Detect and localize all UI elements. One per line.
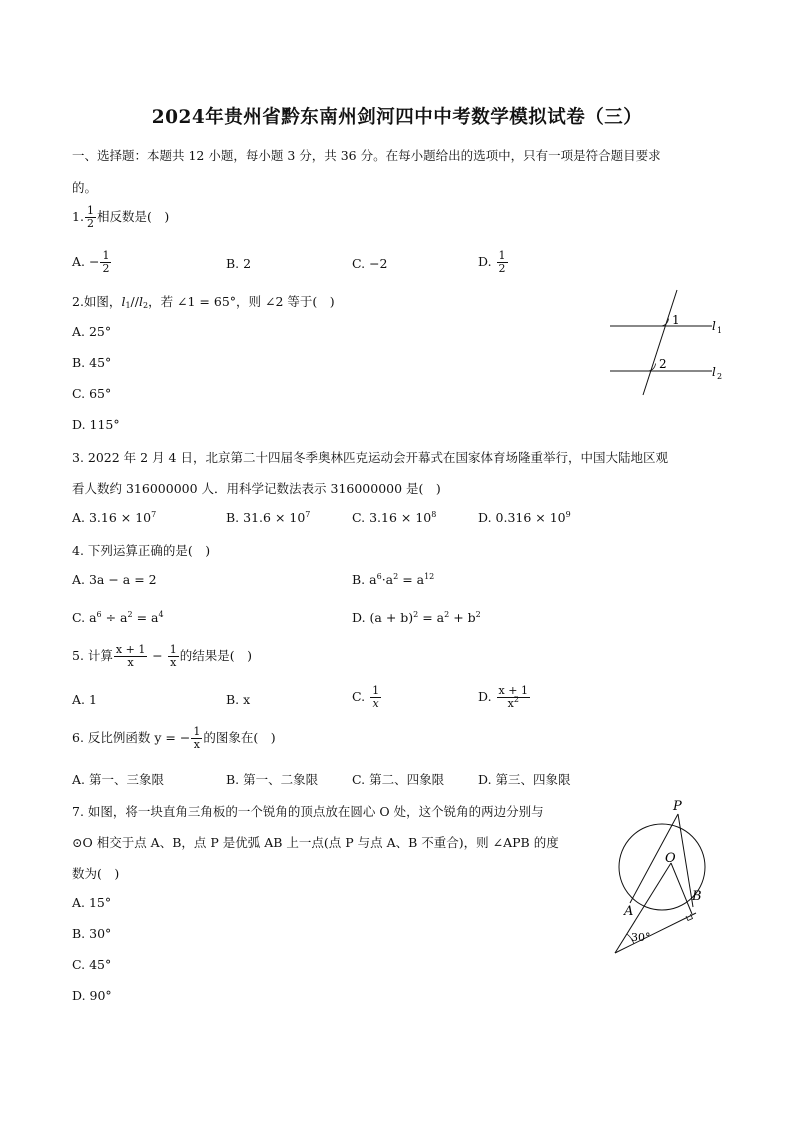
angle-1-label: 1 xyxy=(672,313,680,327)
angle-2-arc xyxy=(647,364,656,372)
question-6-option-b[interactable]: B. 第一、二象限 xyxy=(226,772,319,787)
question-1-option-b[interactable]: B. 2 xyxy=(226,256,252,271)
question-2-option-a[interactable]: A. 25° xyxy=(72,324,112,339)
question-7-option-b[interactable]: B. 30° xyxy=(72,926,112,941)
question-5-option-d[interactable]: D. $\frac{x + 1}{x^2}$ xyxy=(478,684,528,710)
l1-subscript: 1 xyxy=(717,326,723,335)
question-6-option-c[interactable]: C. 第二、四象限 xyxy=(352,772,445,787)
point-b-label: B xyxy=(692,889,702,904)
question-3-option-c[interactable]: C. $3.16 \times 10^8$ xyxy=(352,510,437,525)
page-title: 2024年贵州省黔东南州剑河四中中考数学模拟试卷（三） xyxy=(151,107,643,128)
question-3-stem-line2: 看人数约 316000000 人．用科学记数法表示 316000000 是( ) xyxy=(72,481,441,496)
question-5-option-c[interactable]: C. $\frac{1}{x}$ xyxy=(352,684,380,710)
question-4-option-d[interactable]: D. $(a + b)^2 = a^2 + b^2$ xyxy=(352,610,481,625)
question-1-option-d[interactable]: D. $\frac{1}{2}$ xyxy=(478,249,506,275)
question-6-option-d[interactable]: D. 第三、四象限 xyxy=(478,772,571,787)
point-a-label: A xyxy=(624,904,634,919)
triangle-edge-ob xyxy=(671,863,692,914)
question-7-stem-line2: ⊙O 相交于点 A、B，点 P 是优弧 AB 上一点(点 P 与点 A、B 不重合)，则 ∠APB 的度 xyxy=(72,835,559,850)
question-2-option-c[interactable]: C. 65° xyxy=(72,386,112,401)
fraction: $\frac{1}{2}$ xyxy=(86,204,94,230)
circle-triangle-figure xyxy=(606,795,726,960)
question-1-option-c[interactable]: C. −2 xyxy=(352,256,388,271)
question-4-option-a[interactable]: A. 3a − a = 2 xyxy=(72,572,157,587)
angle-30-label: 30° xyxy=(631,931,651,944)
question-4-option-c[interactable]: C. $a^6 \div a^2 = a^4$ xyxy=(72,610,164,625)
question-7-stem-line3: 数为( ) xyxy=(72,866,120,881)
l2-subscript: 2 xyxy=(717,372,723,381)
point-o-label: O xyxy=(665,851,676,866)
line-pb xyxy=(678,814,693,907)
question-7-stem-line1: 7. 如图，将一块直角三角板的一个锐角的顶点放在圆心 O 处，这个锐角的两边分别与 xyxy=(72,804,544,819)
question-1-option-a[interactable]: A. − $\frac{1}{2}$ xyxy=(72,249,110,275)
question-7-option-d[interactable]: D. 90° xyxy=(72,988,112,1003)
question-5-option-a[interactable]: A. 1 xyxy=(72,692,97,707)
section-instructions-line1: 一、选择题：本题共 12 小题，每小题 3 分，共 36 分。在每小题给出的选项中，只有一项是符合题目要求 xyxy=(72,148,661,163)
question-3-option-b[interactable]: B. $31.6 \times 10^7$ xyxy=(226,510,311,525)
question-7-option-a[interactable]: A. 15° xyxy=(72,895,112,910)
question-6-stem: 6. 反比例函数 y = − $\frac{1}{x}$ 的图象在( ) xyxy=(72,725,276,751)
question-4-option-b[interactable]: B. $a^6\cdot a^2 = a^{12}$ xyxy=(352,572,435,587)
question-1-stem: 1. $\frac{1}{2}$ 相反数是( ) xyxy=(72,204,170,230)
angle-2-label: 2 xyxy=(659,357,667,371)
question-7-option-c[interactable]: C. 45° xyxy=(72,957,112,972)
question-6-option-a[interactable]: A. 第一、三象限 xyxy=(72,772,164,787)
section-instructions-line2: 的。 xyxy=(72,180,98,195)
l2-label: l xyxy=(712,365,716,379)
question-5-option-b[interactable]: B. x xyxy=(226,692,251,707)
transversal-line xyxy=(643,290,677,395)
question-2-stem: 2.如图，$l_1//l_2$，若 ∠1 = 65°，则 ∠2 等于( ) xyxy=(72,294,335,310)
question-3-option-d[interactable]: D. $0.316 \times 10^9$ xyxy=(478,510,571,525)
parallel-lines-figure xyxy=(600,285,730,400)
point-p-label: P xyxy=(673,799,682,814)
l1-label: l xyxy=(712,319,716,333)
question-4-stem: 4. 下列运算正确的是( ) xyxy=(72,543,211,558)
question-2-option-b[interactable]: B. 45° xyxy=(72,355,112,370)
question-3-option-a[interactable]: A. $3.16 \times 10^7$ xyxy=(72,510,157,525)
question-5-stem: 5. 计算 $\frac{x + 1}{x}$ − $\frac{1}{x}$ 的结果是( ) xyxy=(72,643,253,669)
question-2-option-d[interactable]: D. 115° xyxy=(72,417,120,432)
question-3-stem-line1: 3. 2022 年 2 月 4 日，北京第二十四届冬季奥林匹克运动会开幕式在国家体育场隆重举行，中国大陆地区观 xyxy=(72,450,668,465)
